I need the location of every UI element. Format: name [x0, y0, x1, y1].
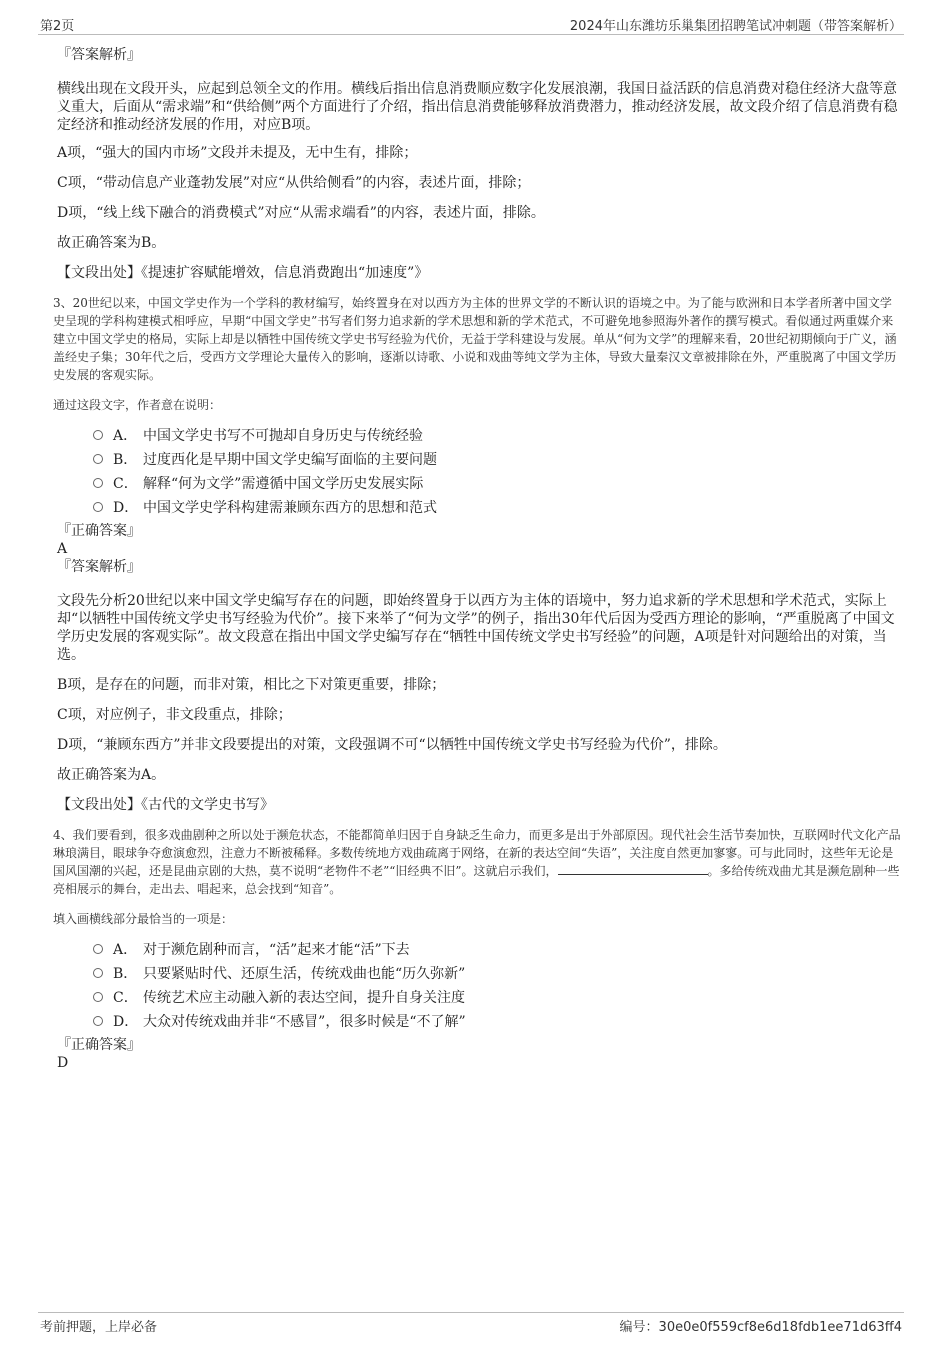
q3-source: 【文段出处】《古代的文学史书写》: [57, 797, 274, 813]
q3-answer: A: [57, 541, 68, 557]
q4-answer-label: 『正确答案』: [57, 1037, 141, 1053]
q4-answer: D: [57, 1055, 69, 1071]
q2-analysis-label: 『答案解析』: [57, 47, 141, 63]
q4-prompt: 填入画横线部分最恰当的一项是：: [53, 912, 234, 926]
q3-analysis-text: 文段先分析20世纪以来中国文学史编写存在的问题，即始终置身于以西方为主体的语境中，努力追求新的学术思想和学术范式，实际上却“以牺牲中国传统文学史书写经验为代价”。接下来举了“何为文学”的例子，指出30年代后因为受西方理论的影响，“严重脱离了中国文学历史发展的客观实际”。故文段意在指出中国文学史编写存在“牺牲中国传统文学史书写经验”的问题，A项是针对问题给出的对策，当选。: [57, 593, 895, 663]
q2-point-d: D项，“线上线下融合的消费模式”对应“从需求端看”的内容，表述片面，排除。: [57, 205, 545, 221]
q4-option-a[interactable]: A． 对于濒危剧种而言，“活”起来才能“活”下去: [93, 938, 902, 962]
q3-analysis-label: 『答案解析』: [57, 559, 141, 575]
radio-icon[interactable]: [93, 430, 103, 440]
radio-icon[interactable]: [93, 1016, 103, 1026]
document-body: [53, 42, 902, 1072]
q2-point-c: C项，“带动信息产业蓬勃发展”对应“从供给侧看”的内容，表述片面，排除；: [57, 175, 531, 191]
footer-slogan: 考前押题，上岸必备: [40, 1320, 158, 1335]
q2-source: 【文段出处】《提速扩容赋能增效，信息消费跑出“加速度”》: [57, 265, 429, 281]
radio-icon[interactable]: [93, 454, 103, 464]
q3-option-c[interactable]: C． 解释“何为文学”需遵循中国文学历史发展实际: [93, 472, 902, 496]
q3-passage: 3、20世纪以来，中国文学史作为一个学科的教材编写，始终置身在对以西方为主体的世界文学的不断认识的语境之中。为了能与欧洲和日本学者所著中国文学史呈现的学科构建模式相呼应，早期“中国文学史”书写者们努力追求新的学术思想和新的学术范式，不可避免地参照海外著作的撰写模式。看似通过两重媒介来建立中国文学史的格局，实际上却是以牺牲中国传统文学史书写经验为代价，无益于学科建设与发展。单从“何为文学”的理解来看，20世纪初期倾向于广义，涵盖经史子集；30年代之后，受西方文学理论大量传入的影响，逐渐以诗歌、小说和戏曲等纯文学为主体，导致大量秦汉文章被排除在外，严重脱离了中国文学历史发展的客观实际。: [53, 296, 897, 382]
q2-conclusion: 故正确答案为B。: [57, 235, 166, 251]
radio-icon[interactable]: [93, 968, 103, 978]
q4-options: [57, 938, 902, 1034]
q3-option-d[interactable]: D． 中国文学史学科构建需兼顾东西方的思想和范式: [93, 496, 902, 520]
answer-blank: [558, 862, 708, 875]
radio-icon[interactable]: [93, 478, 103, 488]
q3-option-a[interactable]: A． 中国文学史书写不可抛却自身历史与传统经验: [93, 424, 902, 448]
q3-point-d: D项，“兼顾东西方”并非文段要提出的对策，文段强调不可“以牺牲中国传统文学史书写经验为代价”，排除。: [57, 737, 727, 753]
document-title: 2024年山东潍坊乐巢集团招聘笔试冲刺题（带答案解析）: [569, 19, 902, 34]
page-number: 第2页: [40, 19, 75, 34]
q3-point-b: B项，是存在的问题，而非对策，相比之下对策更重要，排除；: [57, 677, 446, 693]
q3-conclusion: 故正确答案为A。: [57, 767, 166, 783]
q4-option-d[interactable]: D． 大众对传统戏曲并非“不感冒”，很多时候是“不了解”: [93, 1010, 902, 1034]
q4-passage: 4、我们要看到，很多戏曲剧种之所以处于濒危状态，不能都简单归因于自身缺乏生命力，而更多是出于外部原因。现代社会生活节奏加快，互联网时代文化产品琳琅满目，眼球争夺愈演愈烈，注意力不断被稀释。多数传统地方戏曲疏离于网络，在新的表达空间“失语”，关注度自然更加寥寥。可与此同时，这些年无论是国风国潮的兴起，还是昆曲京剧的大热，莫不说明“老物件不老”“旧经典不旧”。这就启示我们， 。多给传统戏曲尤其是濒危剧种一些亮相展示的舞台，走出去、唱起来，总会找到“知音”。: [53, 828, 901, 896]
q4-option-c[interactable]: C． 传统艺术应主动融入新的表达空间，提升自身关注度: [93, 986, 902, 1010]
page-header: [38, 12, 904, 35]
page-footer: [38, 1312, 904, 1337]
q3-option-b[interactable]: B． 过度西化是早期中国文学史编写面临的主要问题: [93, 448, 902, 472]
q2-point-a: A项，“强大的国内市场”文段并未提及，无中生有，排除；: [57, 145, 418, 161]
q3-answer-label: 『正确答案』: [57, 523, 141, 539]
q3-prompt: 通过这段文字，作者意在说明：: [53, 398, 222, 412]
q3-options: [57, 424, 902, 520]
q2-analysis-text: 横线出现在文段开头，应起到总领全文的作用。横线后指出信息消费顺应数字化发展浪潮，我国日益活跃的信息消费对稳住经济大盘等意义重大，后面从“需求端”和“供给侧”两个方面进行了介绍，指出信息消费能够释放消费潜力，推动经济发展，故文段介绍了信息消费有稳定经济和推动经济发展的作用，对应B项。: [57, 81, 898, 133]
q3-point-c: C项，对应例子，非文段重点，排除；: [57, 707, 292, 723]
document-id: 编号：30e0e0f559cf8e6d18fdb1ee71d63ff4: [619, 1320, 902, 1335]
radio-icon[interactable]: [93, 992, 103, 1002]
q4-option-b[interactable]: B． 只要紧贴时代、还原生活，传统戏曲也能“历久弥新”: [93, 962, 902, 986]
radio-icon[interactable]: [93, 944, 103, 954]
radio-icon[interactable]: [93, 502, 103, 512]
